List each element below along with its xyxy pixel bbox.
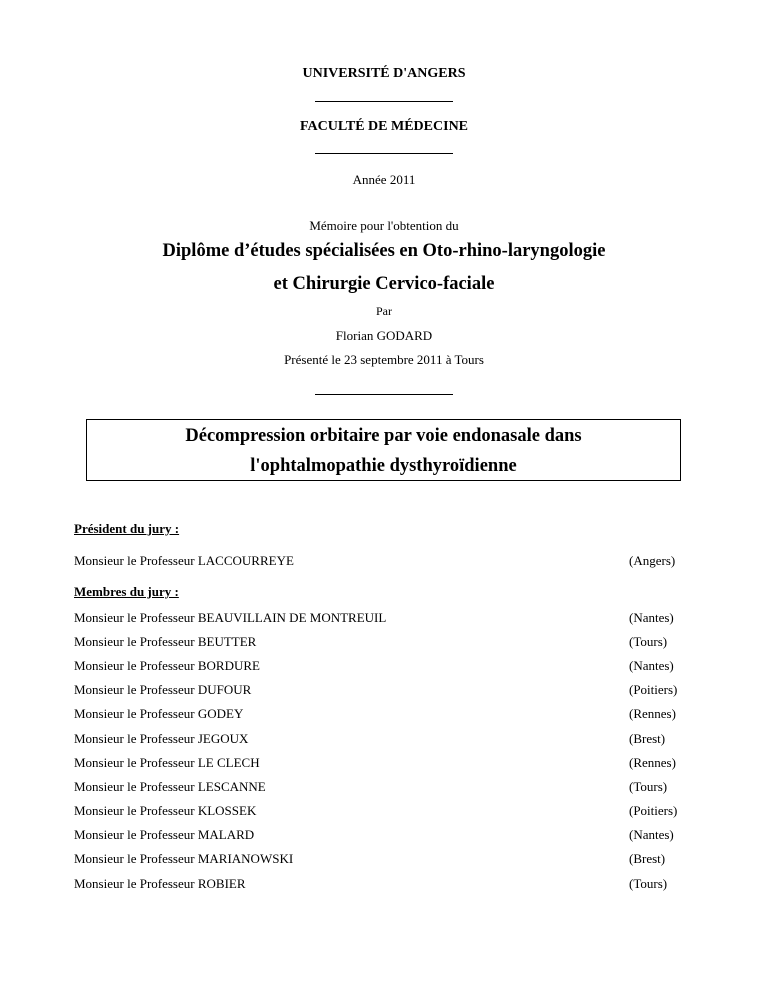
diploma-title-line1: Diplôme d’études spécialisées en Oto-rhino-laryngologie: [162, 241, 606, 261]
jury-name: Monsieur le Professeur LESCANNE: [74, 779, 266, 794]
divider-2: [315, 153, 453, 154]
members-heading: Membres du jury :: [74, 584, 179, 599]
divider-3: [315, 394, 453, 395]
jury-name: Monsieur le Professeur ROBIER: [74, 876, 246, 891]
jury-name: Monsieur le Professeur LACCOURREYE: [74, 553, 294, 568]
memoir-intro: Mémoire pour l'obtention du: [309, 218, 459, 233]
jury-city: (Poitiers): [629, 803, 678, 818]
jury-city: (Angers): [629, 553, 676, 568]
by-label: Par: [376, 304, 392, 318]
presentation-info: Présenté le 23 septembre 2011 à Tours: [284, 352, 484, 367]
jury-city: (Tours): [629, 634, 668, 649]
thesis-title-line1: Décompression orbitaire par voie endonasale dans: [185, 426, 582, 446]
jury-name: Monsieur le Professeur LE CLECH: [74, 755, 260, 770]
jury-city: (Poitiers): [629, 682, 678, 697]
academic-year: Année 2011: [352, 172, 416, 187]
jury-city: (Brest): [629, 731, 666, 746]
jury-name: Monsieur le Professeur BEUTTER: [74, 634, 257, 649]
jury-name: Monsieur le Professeur GODEY: [74, 706, 244, 721]
jury-name: Monsieur le Professeur BORDURE: [74, 658, 260, 673]
jury-name: Monsieur le Professeur KLOSSEK: [74, 803, 257, 818]
president-heading: Président du jury :: [74, 521, 180, 536]
jury-name: Monsieur le Professeur JEGOUX: [74, 731, 249, 746]
thesis-title-line2: l'ophtalmopathie dysthyroïdienne: [250, 456, 517, 476]
thesis-title-box: [86, 419, 681, 481]
divider-1: [315, 101, 453, 102]
jury-city: (Tours): [629, 876, 668, 891]
diploma-title-line2: et Chirurgie Cervico-faciale: [273, 274, 495, 294]
jury-city: (Nantes): [629, 610, 674, 625]
jury-city: (Nantes): [629, 658, 674, 673]
university-name: UNIVERSITÉ D'ANGERS: [302, 66, 466, 81]
jury-city: (Nantes): [629, 827, 674, 842]
author-name: Florian GODARD: [335, 328, 433, 343]
faculty-name: FACULTÉ DE MÉDECINE: [299, 119, 469, 134]
jury-name: Monsieur le Professeur MALARD: [74, 827, 255, 842]
jury-city: (Rennes): [629, 706, 676, 721]
jury-city: (Brest): [629, 851, 666, 866]
jury-name: Monsieur le Professeur MARIANOWSKI: [74, 851, 294, 866]
jury-name: Monsieur le Professeur BEAUVILLAIN DE MONTREUIL: [74, 610, 387, 625]
jury-city: (Tours): [629, 779, 668, 794]
jury-city: (Rennes): [629, 755, 676, 770]
jury-name: Monsieur le Professeur DUFOUR: [74, 682, 252, 697]
